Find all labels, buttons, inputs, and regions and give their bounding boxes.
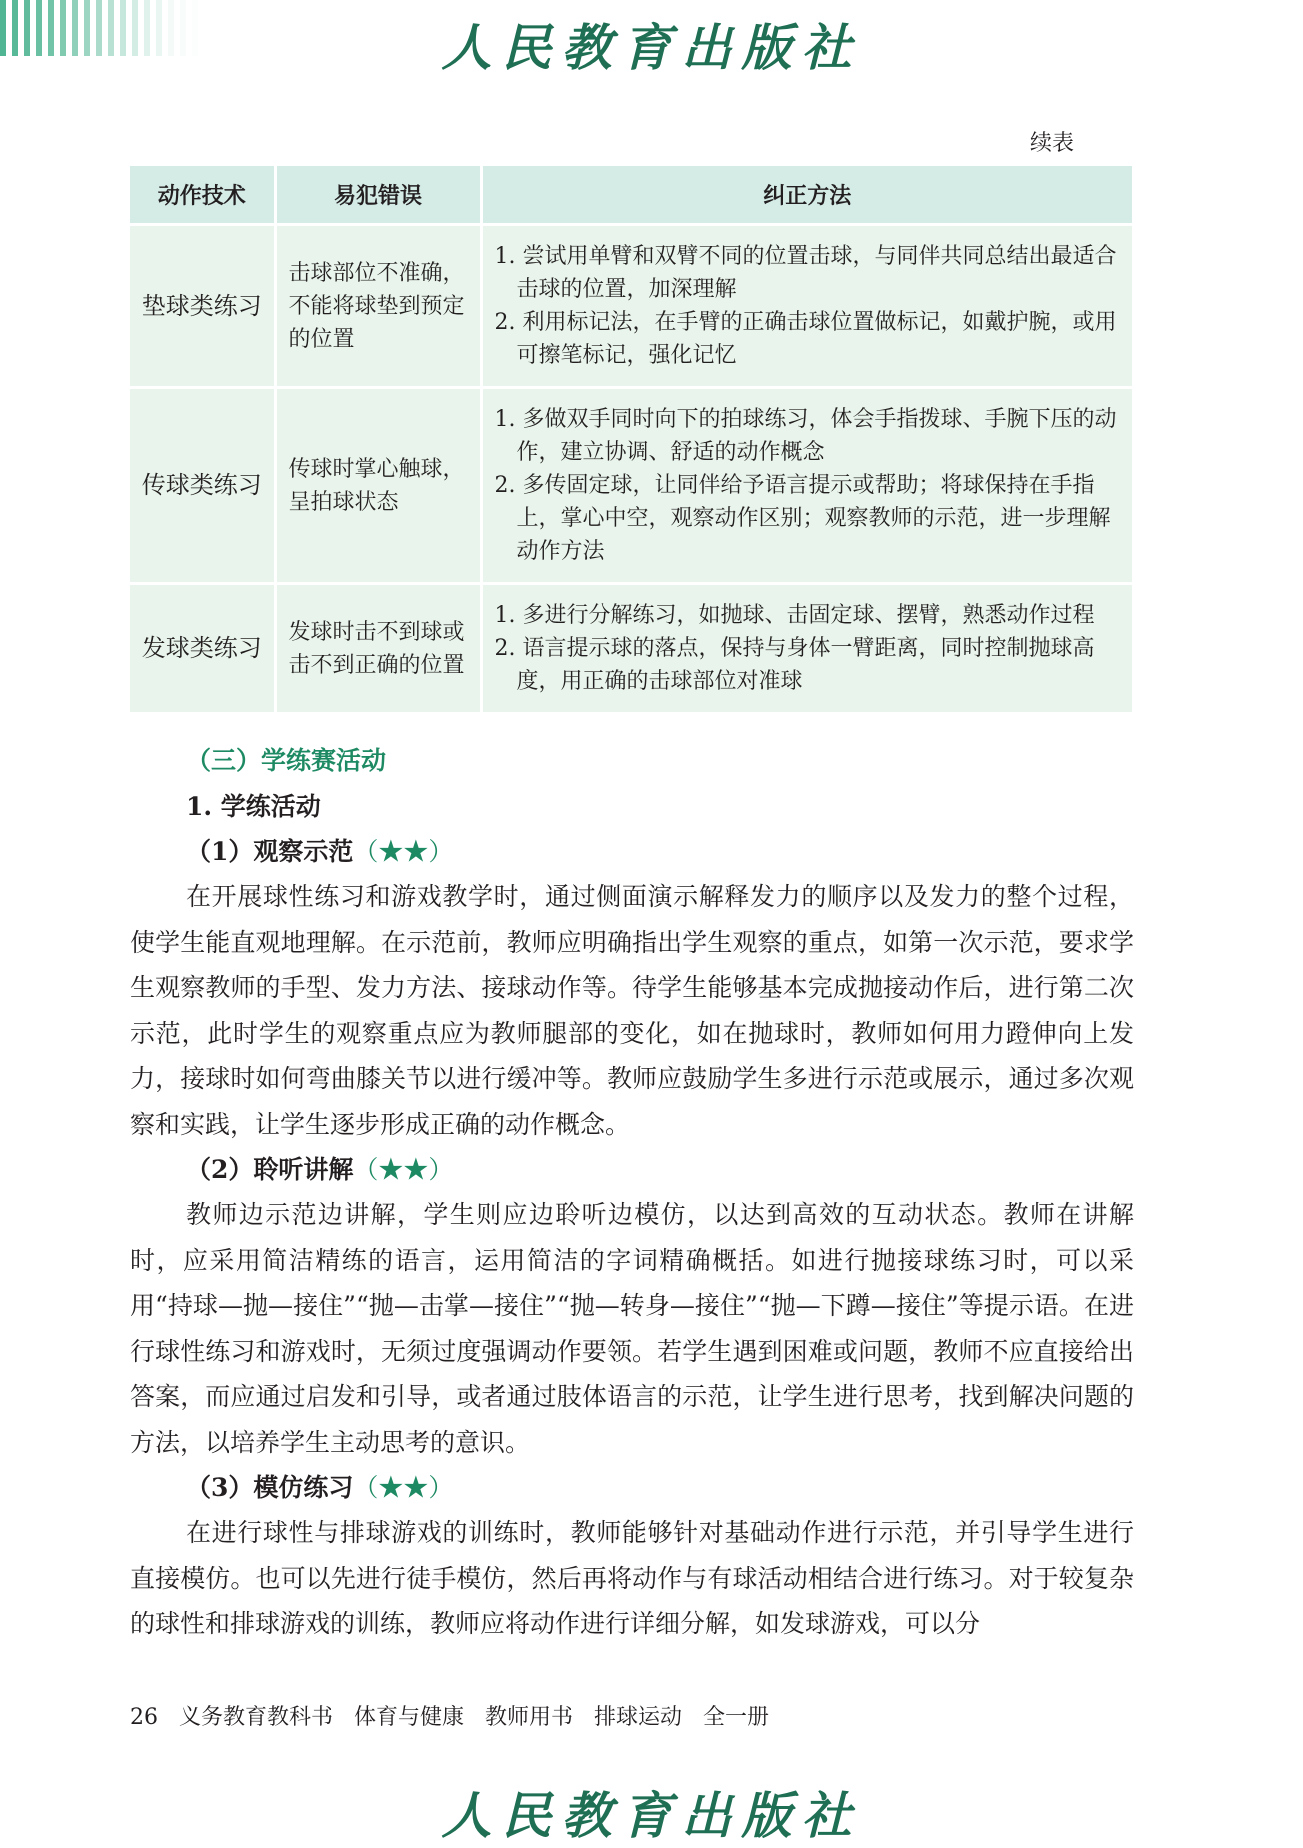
table-row — [130, 584, 1132, 714]
technique-cell: 垫球类练习 — [130, 225, 275, 388]
table-row — [130, 388, 1132, 584]
fix-item: 2. 利用标记法，在手臂的正确击球位置做标记，如戴护腕，或用可擦笔标记，强化记忆 — [494, 310, 1117, 368]
header-technique: 动作技术 — [130, 166, 275, 225]
item-heading — [130, 829, 1134, 874]
item-heading — [130, 1147, 1134, 1192]
fix-item: 1. 尝试用单臂和双臂不同的位置击球，与同伴共同总结出最适合击球的位置，加深理解 — [494, 244, 1117, 302]
error-cell: 传球时掌心触球，呈拍球状态 — [275, 388, 481, 584]
fix-cell — [481, 584, 1132, 714]
table-continued-label: 续表 — [1030, 131, 1075, 156]
fix-item: 1. 多进行分解练习，如抛球、击固定球、摆臂，熟悉动作过程 — [494, 603, 1095, 628]
section-title: （三）学练赛活动 — [186, 746, 387, 775]
technique-cell: 发球类练习 — [130, 584, 275, 714]
technique-cell: 传球类练习 — [130, 388, 275, 584]
star-rating: （★★） — [353, 837, 454, 866]
publisher-logo: 人民教育出版社 — [441, 18, 862, 77]
star-rating: （★★） — [353, 1155, 454, 1184]
body-paragraph: 在开展球性练习和游戏教学时，通过侧面演示解释发力的顺序以及发力的整个过程，使学生能直观地理解。在示范前，教师应明确指出学生观察的重点，如第一次示范，要求学生观察教师的手型、发力方法、接球动作等。待学生能够基本完成抛接动作后，进行第二次示范，此时学生的观察重点应为教师腿部的变化，如在抛球时，教师如何用力蹬伸向上发力，接球时如何弯曲膝关节以进行缓冲等。教师应鼓励学生多进行示范或展示，通过多次观察和实践，让学生逐步形成正确的动作概念。 — [130, 882, 1134, 1139]
header-correction-method: 纠正方法 — [481, 166, 1132, 225]
correction-methods-table — [130, 166, 1132, 715]
fix-item: 2. 语言提示球的落点，保持与身体一臂距离，同时控制抛球高度，用正确的击球部位对准球 — [494, 636, 1095, 694]
item-title: （2）聆听讲解 — [186, 1155, 354, 1184]
fix-item: 2. 多传固定球，让同伴给予语言提示或帮助；将球保持在手指上，掌心中空，观察动作区别；观察教师的示范，进一步理解动作方法 — [494, 473, 1111, 564]
fix-cell — [481, 388, 1132, 584]
error-cell: 发球时击不到球或击不到正确的位置 — [275, 584, 481, 714]
subsection-title: 1. 学练活动 — [186, 792, 321, 821]
fix-item: 1. 多做双手同时向下的拍球练习，体会手指拨球、手腕下压的动作，建立协调、舒适的动作概念 — [494, 407, 1117, 465]
item-title: （1）观察示范 — [186, 837, 354, 866]
star-rating: （★★） — [353, 1473, 454, 1502]
error-cell: 击球部位不准确，不能将球垫到预定的位置 — [275, 225, 481, 388]
table-row — [130, 225, 1132, 388]
item-title: （3）模仿练习 — [186, 1473, 354, 1502]
header-common-error: 易犯错误 — [275, 166, 481, 225]
book-info: 义务教育教科书 体育与健康 教师用书 排球运动 全一册 — [179, 1705, 769, 1730]
fix-cell — [481, 225, 1132, 388]
body-content — [130, 738, 1134, 1647]
item-heading — [130, 1465, 1134, 1510]
publisher-logo-footer: 人民教育出版社 — [441, 1786, 862, 1845]
page-footer — [130, 1700, 769, 1731]
body-paragraph: 教师边示范边讲解，学生则应边聆听边模仿，以达到高效的互动状态。教师在讲解时，应采用简洁精练的语言，运用简洁的字词精确概括。如进行抛接球练习时，可以采用“持球—抛—接住”“抛—击掌—接住”“抛—转身—接住”“抛—下蹲—接住”等提示语。在进行球性练习和游戏时，无须过度强调动作要领。若学生遇到困难或问题，教师不应直接给出答案，而应通过启发和引导，或者通过肢体语言的示范，让学生进行思考，找到解决问题的方法，以培养学生主动思考的意识。 — [130, 1200, 1134, 1457]
page-number: 26 — [130, 1705, 158, 1730]
body-paragraph: 在进行球性与排球游戏的训练时，教师能够针对基础动作进行示范，并引导学生进行直接模仿。也可以先进行徒手模仿，然后再将动作与有球活动相结合进行练习。对于较复杂的球性和排球游戏的训练，教师应将动作进行详细分解，如发球游戏，可以分 — [130, 1518, 1134, 1638]
table-header-row — [130, 166, 1132, 225]
